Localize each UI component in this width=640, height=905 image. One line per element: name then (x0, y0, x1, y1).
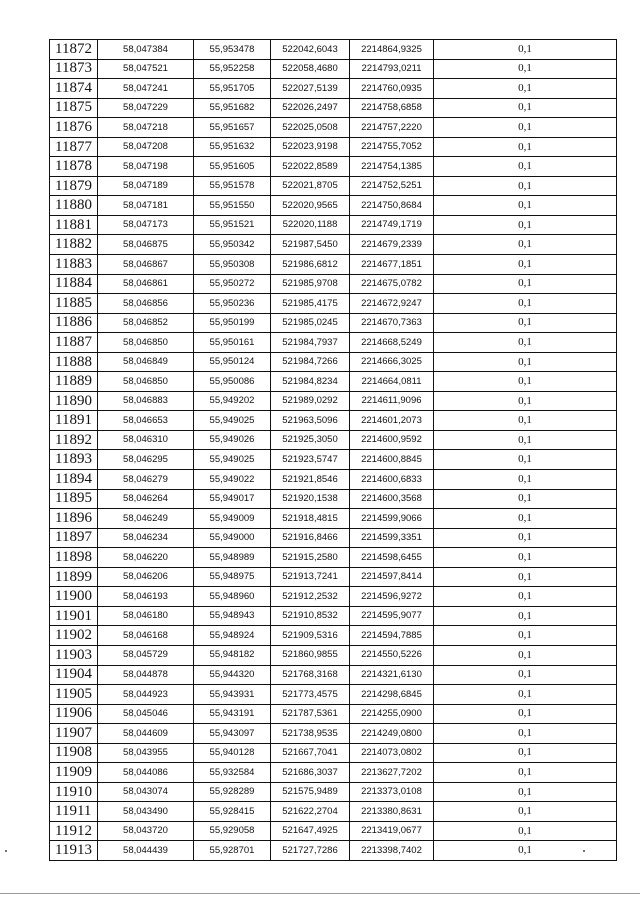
y-coordinate-cell: 2213380,8631 (350, 802, 434, 822)
accuracy-cell: 0,1 (434, 372, 617, 392)
y-coordinate-cell: 2214666,3025 (350, 352, 434, 372)
latitude-cell: 58,046234 (98, 528, 194, 548)
point-number-cell: 11897 (50, 528, 98, 548)
table-row (50, 704, 617, 724)
point-number-cell: 11877 (50, 137, 98, 157)
table-row (50, 118, 617, 138)
y-coordinate-cell: 2214595,9077 (350, 606, 434, 626)
table-row (50, 489, 617, 509)
table-row (50, 841, 617, 861)
point-number-cell: 11885 (50, 294, 98, 314)
point-number-cell: 11904 (50, 665, 98, 685)
y-coordinate-cell: 2214598,6455 (350, 548, 434, 568)
accuracy-cell: 0,1 (434, 196, 617, 216)
longitude-cell: 55,951578 (194, 176, 271, 196)
point-number-cell: 11882 (50, 235, 98, 255)
point-number-cell: 11906 (50, 704, 98, 724)
latitude-cell: 58,043490 (98, 802, 194, 822)
point-number-cell: 11886 (50, 313, 98, 333)
x-coordinate-cell: 522022,8589 (271, 157, 350, 177)
latitude-cell: 58,046193 (98, 587, 194, 607)
longitude-cell: 55,949000 (194, 528, 271, 548)
latitude-cell: 58,046850 (98, 372, 194, 392)
y-coordinate-cell: 2214599,3351 (350, 528, 434, 548)
accuracy-cell: 0,1 (434, 509, 617, 529)
latitude-cell: 58,047198 (98, 157, 194, 177)
table-row (50, 548, 617, 568)
y-coordinate-cell: 2214793,0211 (350, 59, 434, 79)
y-coordinate-cell: 2214298,6845 (350, 685, 434, 705)
longitude-cell: 55,950086 (194, 372, 271, 392)
y-coordinate-cell: 2214672,9247 (350, 294, 434, 314)
y-coordinate-cell: 2214757,2220 (350, 118, 434, 138)
longitude-cell: 55,950272 (194, 274, 271, 294)
longitude-cell: 55,950161 (194, 333, 271, 353)
longitude-cell: 55,948960 (194, 587, 271, 607)
table-row (50, 313, 617, 333)
longitude-cell: 55,949009 (194, 509, 271, 529)
longitude-cell: 55,951605 (194, 157, 271, 177)
point-number-cell: 11912 (50, 821, 98, 841)
x-coordinate-cell: 522021,8705 (271, 176, 350, 196)
longitude-cell: 55,948924 (194, 626, 271, 646)
table-row (50, 40, 617, 60)
accuracy-cell: 0,1 (434, 98, 617, 118)
point-number-cell: 11899 (50, 567, 98, 587)
latitude-cell: 58,047241 (98, 79, 194, 99)
x-coordinate-cell: 521986,6812 (271, 255, 350, 275)
point-number-cell: 11875 (50, 98, 98, 118)
accuracy-cell: 0,1 (434, 176, 617, 196)
accuracy-cell: 0,1 (434, 782, 617, 802)
longitude-cell: 55,943097 (194, 724, 271, 744)
x-coordinate-cell: 521963,5096 (271, 411, 350, 431)
y-coordinate-cell: 2214600,9592 (350, 430, 434, 450)
latitude-cell: 58,046849 (98, 352, 194, 372)
longitude-cell: 55,951682 (194, 98, 271, 118)
longitude-cell: 55,949025 (194, 450, 271, 470)
table-row (50, 802, 617, 822)
point-number-cell: 11876 (50, 118, 98, 138)
latitude-cell: 58,046295 (98, 450, 194, 470)
table-row (50, 665, 617, 685)
latitude-cell: 58,046883 (98, 391, 194, 411)
y-coordinate-cell: 2214749,1719 (350, 215, 434, 235)
latitude-cell: 58,046310 (98, 430, 194, 450)
point-number-cell: 11905 (50, 685, 98, 705)
scan-speck (5, 850, 7, 852)
longitude-cell: 55,950124 (194, 352, 271, 372)
point-number-cell: 11902 (50, 626, 98, 646)
y-coordinate-cell: 2214255,0900 (350, 704, 434, 724)
x-coordinate-cell: 522026,2497 (271, 98, 350, 118)
page-bottom-edge (0, 893, 640, 894)
accuracy-cell: 0,1 (434, 802, 617, 822)
y-coordinate-cell: 2214600,8845 (350, 450, 434, 470)
table-row (50, 411, 617, 431)
table-row (50, 782, 617, 802)
latitude-cell: 58,046220 (98, 548, 194, 568)
table-row (50, 215, 617, 235)
table-row (50, 176, 617, 196)
x-coordinate-cell: 521985,9708 (271, 274, 350, 294)
point-number-cell: 11898 (50, 548, 98, 568)
accuracy-cell: 0,1 (434, 137, 617, 157)
point-number-cell: 11874 (50, 79, 98, 99)
point-number-cell: 11872 (50, 40, 98, 60)
latitude-cell: 58,047181 (98, 196, 194, 216)
x-coordinate-cell: 521987,5450 (271, 235, 350, 255)
longitude-cell: 55,951657 (194, 118, 271, 138)
accuracy-cell: 0,1 (434, 215, 617, 235)
latitude-cell: 58,046180 (98, 606, 194, 626)
point-number-cell: 11891 (50, 411, 98, 431)
latitude-cell: 58,045046 (98, 704, 194, 724)
point-number-cell: 11880 (50, 196, 98, 216)
accuracy-cell: 0,1 (434, 157, 617, 177)
latitude-cell: 58,046856 (98, 294, 194, 314)
point-number-cell: 11889 (50, 372, 98, 392)
accuracy-cell: 0,1 (434, 587, 617, 607)
x-coordinate-cell: 521727,7286 (271, 841, 350, 861)
latitude-cell: 58,045729 (98, 645, 194, 665)
point-number-cell: 11903 (50, 645, 98, 665)
x-coordinate-cell: 521923,5747 (271, 450, 350, 470)
x-coordinate-cell: 521985,0245 (271, 313, 350, 333)
accuracy-cell: 0,1 (434, 352, 617, 372)
x-coordinate-cell: 521989,0292 (271, 391, 350, 411)
point-number-cell: 11883 (50, 255, 98, 275)
coordinates-table-body (50, 40, 617, 861)
accuracy-cell: 0,1 (434, 841, 617, 861)
y-coordinate-cell: 2214594,7885 (350, 626, 434, 646)
point-number-cell: 11896 (50, 509, 98, 529)
longitude-cell: 55,951521 (194, 215, 271, 235)
longitude-cell: 55,948943 (194, 606, 271, 626)
accuracy-cell: 0,1 (434, 118, 617, 138)
y-coordinate-cell: 2214597,8414 (350, 567, 434, 587)
coordinates-table (49, 39, 617, 861)
accuracy-cell: 0,1 (434, 606, 617, 626)
y-coordinate-cell: 2214600,3568 (350, 489, 434, 509)
latitude-cell: 58,044439 (98, 841, 194, 861)
longitude-cell: 55,944320 (194, 665, 271, 685)
x-coordinate-cell: 521984,7266 (271, 352, 350, 372)
longitude-cell: 55,953478 (194, 40, 271, 60)
x-coordinate-cell: 521667,7041 (271, 743, 350, 763)
point-number-cell: 11894 (50, 470, 98, 490)
y-coordinate-cell: 2214321,6130 (350, 665, 434, 685)
latitude-cell: 58,047189 (98, 176, 194, 196)
point-number-cell: 11884 (50, 274, 98, 294)
y-coordinate-cell: 2214664,0811 (350, 372, 434, 392)
point-number-cell: 11888 (50, 352, 98, 372)
table-row (50, 430, 617, 450)
x-coordinate-cell: 521622,2704 (271, 802, 350, 822)
longitude-cell: 55,948182 (194, 645, 271, 665)
y-coordinate-cell: 2214752,5251 (350, 176, 434, 196)
point-number-cell: 11887 (50, 333, 98, 353)
longitude-cell: 55,949017 (194, 489, 271, 509)
table-row (50, 685, 617, 705)
y-coordinate-cell: 2213627,7202 (350, 763, 434, 783)
accuracy-cell: 0,1 (434, 450, 617, 470)
x-coordinate-cell: 522058,4680 (271, 59, 350, 79)
latitude-cell: 58,044609 (98, 724, 194, 744)
y-coordinate-cell: 2213398,7402 (350, 841, 434, 861)
x-coordinate-cell: 521985,4175 (271, 294, 350, 314)
longitude-cell: 55,928289 (194, 782, 271, 802)
longitude-cell: 55,932584 (194, 763, 271, 783)
table-row (50, 294, 617, 314)
x-coordinate-cell: 521913,7241 (271, 567, 350, 587)
longitude-cell: 55,949026 (194, 430, 271, 450)
point-number-cell: 11901 (50, 606, 98, 626)
table-row (50, 235, 617, 255)
latitude-cell: 58,046653 (98, 411, 194, 431)
accuracy-cell: 0,1 (434, 59, 617, 79)
accuracy-cell: 0,1 (434, 645, 617, 665)
latitude-cell: 58,047229 (98, 98, 194, 118)
accuracy-cell: 0,1 (434, 430, 617, 450)
y-coordinate-cell: 2214601,2073 (350, 411, 434, 431)
point-number-cell: 11907 (50, 724, 98, 744)
x-coordinate-cell: 522020,9565 (271, 196, 350, 216)
x-coordinate-cell: 522023,9198 (271, 137, 350, 157)
latitude-cell: 58,046875 (98, 235, 194, 255)
accuracy-cell: 0,1 (434, 411, 617, 431)
table-row (50, 587, 617, 607)
longitude-cell: 55,951705 (194, 79, 271, 99)
latitude-cell: 58,046206 (98, 567, 194, 587)
table-row (50, 59, 617, 79)
x-coordinate-cell: 521787,5361 (271, 704, 350, 724)
table-row (50, 645, 617, 665)
point-number-cell: 11909 (50, 763, 98, 783)
accuracy-cell: 0,1 (434, 704, 617, 724)
x-coordinate-cell: 521925,3050 (271, 430, 350, 450)
point-number-cell: 11908 (50, 743, 98, 763)
table-row (50, 391, 617, 411)
point-number-cell: 11911 (50, 802, 98, 822)
latitude-cell: 58,043720 (98, 821, 194, 841)
longitude-cell: 55,951632 (194, 137, 271, 157)
table-row (50, 743, 617, 763)
y-coordinate-cell: 2214677,1851 (350, 255, 434, 275)
longitude-cell: 55,929058 (194, 821, 271, 841)
latitude-cell: 58,043955 (98, 743, 194, 763)
longitude-cell: 55,949022 (194, 470, 271, 490)
x-coordinate-cell: 522025,0508 (271, 118, 350, 138)
latitude-cell: 58,044878 (98, 665, 194, 685)
latitude-cell: 58,046168 (98, 626, 194, 646)
table-row (50, 509, 617, 529)
table-row (50, 470, 617, 490)
x-coordinate-cell: 521984,8234 (271, 372, 350, 392)
longitude-cell: 55,949202 (194, 391, 271, 411)
latitude-cell: 58,046850 (98, 333, 194, 353)
table-row (50, 352, 617, 372)
x-coordinate-cell: 521916,8466 (271, 528, 350, 548)
point-number-cell: 11892 (50, 430, 98, 450)
accuracy-cell: 0,1 (434, 763, 617, 783)
latitude-cell: 58,047173 (98, 215, 194, 235)
latitude-cell: 58,047218 (98, 118, 194, 138)
longitude-cell: 55,948989 (194, 548, 271, 568)
y-coordinate-cell: 2213373,0108 (350, 782, 434, 802)
x-coordinate-cell: 521915,2580 (271, 548, 350, 568)
longitude-cell: 55,948975 (194, 567, 271, 587)
x-coordinate-cell: 521909,5316 (271, 626, 350, 646)
latitude-cell: 58,046867 (98, 255, 194, 275)
point-number-cell: 11878 (50, 157, 98, 177)
latitude-cell: 58,043074 (98, 782, 194, 802)
y-coordinate-cell: 2213419,0677 (350, 821, 434, 841)
point-number-cell: 11873 (50, 59, 98, 79)
accuracy-cell: 0,1 (434, 489, 617, 509)
point-number-cell: 11900 (50, 587, 98, 607)
x-coordinate-cell: 521575,9489 (271, 782, 350, 802)
accuracy-cell: 0,1 (434, 333, 617, 353)
accuracy-cell: 0,1 (434, 274, 617, 294)
longitude-cell: 55,943191 (194, 704, 271, 724)
table-row (50, 528, 617, 548)
table-row (50, 763, 617, 783)
x-coordinate-cell: 521984,7937 (271, 333, 350, 353)
longitude-cell: 55,951550 (194, 196, 271, 216)
longitude-cell: 55,928701 (194, 841, 271, 861)
table-row (50, 157, 617, 177)
x-coordinate-cell: 522042,6043 (271, 40, 350, 60)
scan-speck (583, 850, 585, 852)
longitude-cell: 55,950308 (194, 255, 271, 275)
table-row (50, 79, 617, 99)
y-coordinate-cell: 2214754,1385 (350, 157, 434, 177)
latitude-cell: 58,047384 (98, 40, 194, 60)
latitude-cell: 58,047521 (98, 59, 194, 79)
point-number-cell: 11913 (50, 841, 98, 861)
table-row (50, 372, 617, 392)
point-number-cell: 11879 (50, 176, 98, 196)
accuracy-cell: 0,1 (434, 528, 617, 548)
accuracy-cell: 0,1 (434, 313, 617, 333)
table-row (50, 821, 617, 841)
accuracy-cell: 0,1 (434, 724, 617, 744)
table-row (50, 196, 617, 216)
x-coordinate-cell: 521768,3168 (271, 665, 350, 685)
longitude-cell: 55,949025 (194, 411, 271, 431)
longitude-cell: 55,950342 (194, 235, 271, 255)
latitude-cell: 58,046264 (98, 489, 194, 509)
x-coordinate-cell: 521647,4925 (271, 821, 350, 841)
y-coordinate-cell: 2214675,0782 (350, 274, 434, 294)
accuracy-cell: 0,1 (434, 235, 617, 255)
accuracy-cell: 0,1 (434, 79, 617, 99)
x-coordinate-cell: 521773,4575 (271, 685, 350, 705)
table-row (50, 606, 617, 626)
table-row (50, 626, 617, 646)
y-coordinate-cell: 2214760,0935 (350, 79, 434, 99)
y-coordinate-cell: 2214864,9325 (350, 40, 434, 60)
y-coordinate-cell: 2214755,7052 (350, 137, 434, 157)
point-number-cell: 11890 (50, 391, 98, 411)
longitude-cell: 55,950199 (194, 313, 271, 333)
accuracy-cell: 0,1 (434, 294, 617, 314)
y-coordinate-cell: 2214670,7363 (350, 313, 434, 333)
point-number-cell: 11893 (50, 450, 98, 470)
y-coordinate-cell: 2214600,6833 (350, 470, 434, 490)
y-coordinate-cell: 2214668,5249 (350, 333, 434, 353)
longitude-cell: 55,928415 (194, 802, 271, 822)
x-coordinate-cell: 521910,8532 (271, 606, 350, 626)
y-coordinate-cell: 2214679,2339 (350, 235, 434, 255)
longitude-cell: 55,943931 (194, 685, 271, 705)
accuracy-cell: 0,1 (434, 548, 617, 568)
x-coordinate-cell: 522020,1188 (271, 215, 350, 235)
table-row (50, 137, 617, 157)
accuracy-cell: 0,1 (434, 40, 617, 60)
accuracy-cell: 0,1 (434, 470, 617, 490)
accuracy-cell: 0,1 (434, 567, 617, 587)
accuracy-cell: 0,1 (434, 665, 617, 685)
accuracy-cell: 0,1 (434, 626, 617, 646)
accuracy-cell: 0,1 (434, 255, 617, 275)
table-row (50, 333, 617, 353)
table-row (50, 274, 617, 294)
latitude-cell: 58,046249 (98, 509, 194, 529)
x-coordinate-cell: 521918,4815 (271, 509, 350, 529)
latitude-cell: 58,046279 (98, 470, 194, 490)
y-coordinate-cell: 2214550,5226 (350, 645, 434, 665)
longitude-cell: 55,940128 (194, 743, 271, 763)
accuracy-cell: 0,1 (434, 821, 617, 841)
longitude-cell: 55,952258 (194, 59, 271, 79)
table-row (50, 255, 617, 275)
y-coordinate-cell: 2214611,9096 (350, 391, 434, 411)
x-coordinate-cell: 521912,2532 (271, 587, 350, 607)
x-coordinate-cell: 521860,9855 (271, 645, 350, 665)
point-number-cell: 11910 (50, 782, 98, 802)
y-coordinate-cell: 2214596,9272 (350, 587, 434, 607)
x-coordinate-cell: 521921,8546 (271, 470, 350, 490)
point-number-cell: 11881 (50, 215, 98, 235)
y-coordinate-cell: 2214599,9066 (350, 509, 434, 529)
y-coordinate-cell: 2214750,8684 (350, 196, 434, 216)
accuracy-cell: 0,1 (434, 391, 617, 411)
y-coordinate-cell: 2214249,0800 (350, 724, 434, 744)
accuracy-cell: 0,1 (434, 743, 617, 763)
latitude-cell: 58,046861 (98, 274, 194, 294)
point-number-cell: 11895 (50, 489, 98, 509)
x-coordinate-cell: 522027,5139 (271, 79, 350, 99)
y-coordinate-cell: 2214758,6858 (350, 98, 434, 118)
latitude-cell: 58,044923 (98, 685, 194, 705)
x-coordinate-cell: 521920,1538 (271, 489, 350, 509)
table-row (50, 98, 617, 118)
latitude-cell: 58,046852 (98, 313, 194, 333)
accuracy-cell: 0,1 (434, 685, 617, 705)
latitude-cell: 58,044086 (98, 763, 194, 783)
x-coordinate-cell: 521686,3037 (271, 763, 350, 783)
table-row (50, 724, 617, 744)
y-coordinate-cell: 2214073,0802 (350, 743, 434, 763)
table-row (50, 567, 617, 587)
table-row (50, 450, 617, 470)
longitude-cell: 55,950236 (194, 294, 271, 314)
latitude-cell: 58,047208 (98, 137, 194, 157)
x-coordinate-cell: 521738,9535 (271, 724, 350, 744)
